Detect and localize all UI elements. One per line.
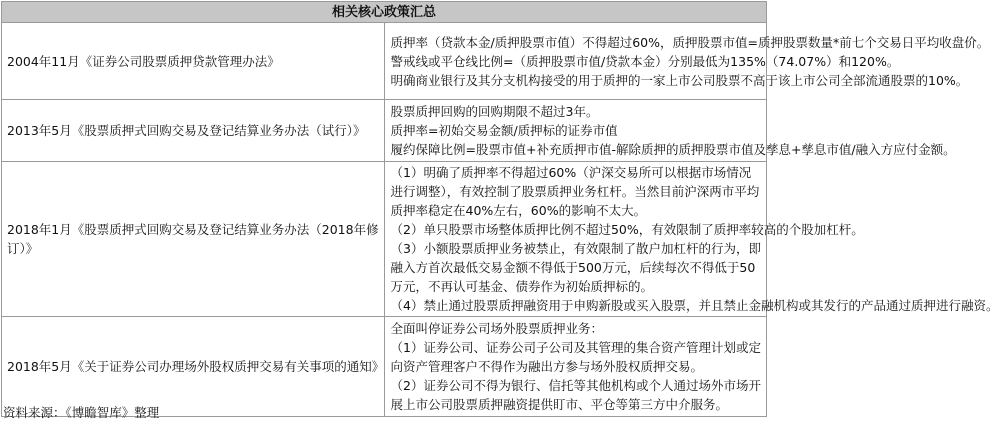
policy-name-cell: 2004年11月《证券公司股票质押贷款管理办法》 [2, 23, 385, 100]
content-line: 履约保障比例=股票市值+补充质押市值-解除质押的质押股票市值及孳息+孳息市值/融入方应付金额。 [390, 142, 956, 157]
content-line: 质押率（贷款本金/质押股票市值）不得超过60%，质押股票市值=质押股票数量*前七个交易日平均收盘价。 [390, 34, 990, 50]
policy-content-cell [384, 317, 767, 417]
content-line: 股票质押回购的回购期限不超过3年。 [390, 104, 599, 119]
content-line: （3）小额股票质押业务被禁止，有效限制了散户加杠杆的行为，即融入方首次最低交易金额不得低于500万元，后续每次不得低于50万元，不再认可基金、债券作为初始质押标的。 [390, 241, 761, 294]
source-note: 资料来源：《博瞻智库》整理 [3, 405, 160, 420]
content-line: （1）证券公司、证券公司子公司及其管理的集合资产管理计划或定向资产管理客户不得作为融出方参与场外股权质押交易。 [390, 340, 761, 374]
policy-summary-table [1, 1, 998, 417]
policy-name-cell: 2013年5月《股票质押式回购交易及登记结算业务办法（试行）》 [2, 100, 385, 162]
table-row [2, 317, 767, 417]
policy-content-cell [384, 23, 990, 100]
content-line: （2）单只股票市场整体质押比例不超过50%，有效限制了质押率较高的个股加杠杆。 [390, 222, 864, 237]
content-line: 全面叫停证券公司场外股票质押业务： [390, 321, 604, 336]
content-line: 质押率=初始交易金额/质押标的证券市值 [390, 123, 618, 138]
content-line: （4）禁止通过股票质押融资用于申购新股或买入股票，并且禁止金融机构或其发行的产品通过质押进行融资。 [390, 298, 998, 313]
content-line: （1）明确了质押率不得超过60%（沪深交易所可以根据市场情况进行调整），有效控制了股票质押业务杠杆。当然目前沪深两市平均质押率稳定在40%左右，60%的影响不太大。 [390, 165, 760, 218]
policy-name-cell: 2018年5月《关于证券公司办理场外股权质押交易有关事项的通知》 [2, 317, 385, 417]
table-row [2, 162, 767, 317]
content-line: （2）证券公司不得为银行、信托等其他机构或个人通过场外市场开展上市公司股票质押融资提供盯市、平仓等第三方中介服务。 [390, 378, 761, 412]
policy-content-cell [384, 100, 956, 162]
policy-name-cell: 2018年1月《股票质押式回购交易及登记结算业务办法（2018年修订）》 [2, 162, 385, 317]
policy-content-cell [384, 162, 998, 317]
table-row [2, 100, 767, 162]
table-title: 相关核心政策汇总 [2, 2, 767, 23]
content-line: 警戒线或平仓线比例=（质押股票市值/贷款本金）分别最低为135%（74.07%）和120%。 [390, 53, 900, 69]
table-row [2, 23, 767, 100]
content-line: 明确商业银行及其分支机构接受的用于质押的一家上市公司股票不高于该上市公司全部流通股票的10%。 [390, 72, 969, 88]
